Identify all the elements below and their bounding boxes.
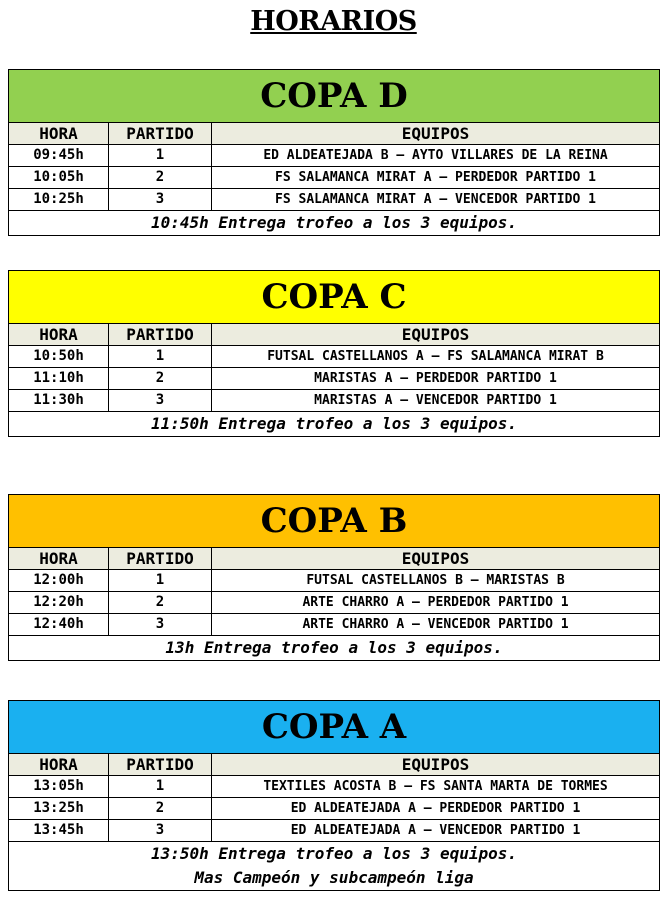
row-equipos: ARTE CHARRO A – PERDEDOR PARTIDO 1 (212, 592, 660, 614)
row-partido: 2 (109, 167, 212, 189)
cup-footer (9, 211, 660, 236)
row-hora: 11:10h (9, 368, 109, 390)
row-equipos: ED ALDEATEJADA B – AYTO VILLARES DE LA REINA (212, 145, 660, 167)
row-hora: 13:25h (9, 798, 109, 820)
table-row (9, 798, 660, 820)
footer-line: Mas Campeón y subcampeón liga (194, 868, 474, 887)
header-equipos: EQUIPOS (212, 754, 660, 776)
header-partido: PARTIDO (109, 754, 212, 776)
row-hora: 10:25h (9, 189, 109, 211)
row-hora: 10:05h (9, 167, 109, 189)
footer-line: 13:50h Entrega trofeo a los 3 equipos. (150, 844, 518, 863)
header-partido: PARTIDO (109, 123, 212, 145)
row-partido: 1 (109, 145, 212, 167)
row-equipos: FS SALAMANCA MIRAT A – PERDEDOR PARTIDO 1 (212, 167, 660, 189)
cup-title: COPA C (9, 271, 660, 324)
row-partido: 3 (109, 820, 212, 842)
table-row (9, 167, 660, 189)
header-equipos: EQUIPOS (212, 123, 660, 145)
header-hora: HORA (9, 548, 109, 570)
table-row (9, 145, 660, 167)
row-hora: 13:45h (9, 820, 109, 842)
row-equipos: ARTE CHARRO A – VENCEDOR PARTIDO 1 (212, 614, 660, 636)
cup-footer (9, 412, 660, 437)
row-partido: 2 (109, 592, 212, 614)
row-partido: 3 (109, 189, 212, 211)
row-hora: 09:45h (9, 145, 109, 167)
row-partido: 1 (109, 570, 212, 592)
cup-footer (9, 842, 660, 891)
row-partido: 2 (109, 368, 212, 390)
table-row (9, 390, 660, 412)
row-equipos: FUTSAL CASTELLANOS B – MARISTAS B (212, 570, 660, 592)
row-partido: 1 (109, 346, 212, 368)
copa-b-table (8, 494, 660, 661)
table-row (9, 592, 660, 614)
row-equipos: MARISTAS A – VENCEDOR PARTIDO 1 (212, 390, 660, 412)
table-row (9, 189, 660, 211)
header-equipos: EQUIPOS (212, 548, 660, 570)
table-row (9, 820, 660, 842)
copa-a-table (8, 700, 660, 891)
table-row (9, 368, 660, 390)
header-hora: HORA (9, 754, 109, 776)
row-partido: 3 (109, 390, 212, 412)
table-row (9, 614, 660, 636)
header-hora: HORA (9, 324, 109, 346)
header-partido: PARTIDO (109, 548, 212, 570)
row-partido: 1 (109, 776, 212, 798)
row-equipos: FUTSAL CASTELLANOS A – FS SALAMANCA MIRAT B (212, 346, 660, 368)
row-equipos: ED ALDEATEJADA A – PERDEDOR PARTIDO 1 (212, 798, 660, 820)
row-hora: 12:40h (9, 614, 109, 636)
cup-title: COPA B (9, 495, 660, 548)
table-row (9, 570, 660, 592)
copa-c-table (8, 270, 660, 437)
header-hora: HORA (9, 123, 109, 145)
row-hora: 11:30h (9, 390, 109, 412)
table-row (9, 346, 660, 368)
cup-footer (9, 636, 660, 661)
row-equipos: MARISTAS A – PERDEDOR PARTIDO 1 (212, 368, 660, 390)
cup-title: COPA A (9, 701, 660, 754)
row-equipos: FS SALAMANCA MIRAT A – VENCEDOR PARTIDO 1 (212, 189, 660, 211)
row-partido: 3 (109, 614, 212, 636)
header-partido: PARTIDO (109, 324, 212, 346)
table-row (9, 776, 660, 798)
row-hora: 12:20h (9, 592, 109, 614)
footer-line: 10:45h Entrega trofeo a los 3 equipos. (150, 213, 518, 232)
row-equipos: TEXTILES ACOSTA B – FS SANTA MARTA DE TORMES (212, 776, 660, 798)
page-title: HORARIOS (250, 6, 417, 37)
row-equipos: ED ALDEATEJADA A – VENCEDOR PARTIDO 1 (212, 820, 660, 842)
row-hora: 13:05h (9, 776, 109, 798)
copa-d-table (8, 69, 660, 236)
row-hora: 10:50h (9, 346, 109, 368)
cup-title: COPA D (9, 70, 660, 123)
row-partido: 2 (109, 798, 212, 820)
header-equipos: EQUIPOS (212, 324, 660, 346)
footer-line: 13h Entrega trofeo a los 3 equipos. (165, 638, 503, 657)
row-hora: 12:00h (9, 570, 109, 592)
footer-line: 11:50h Entrega trofeo a los 3 equipos. (150, 414, 518, 433)
